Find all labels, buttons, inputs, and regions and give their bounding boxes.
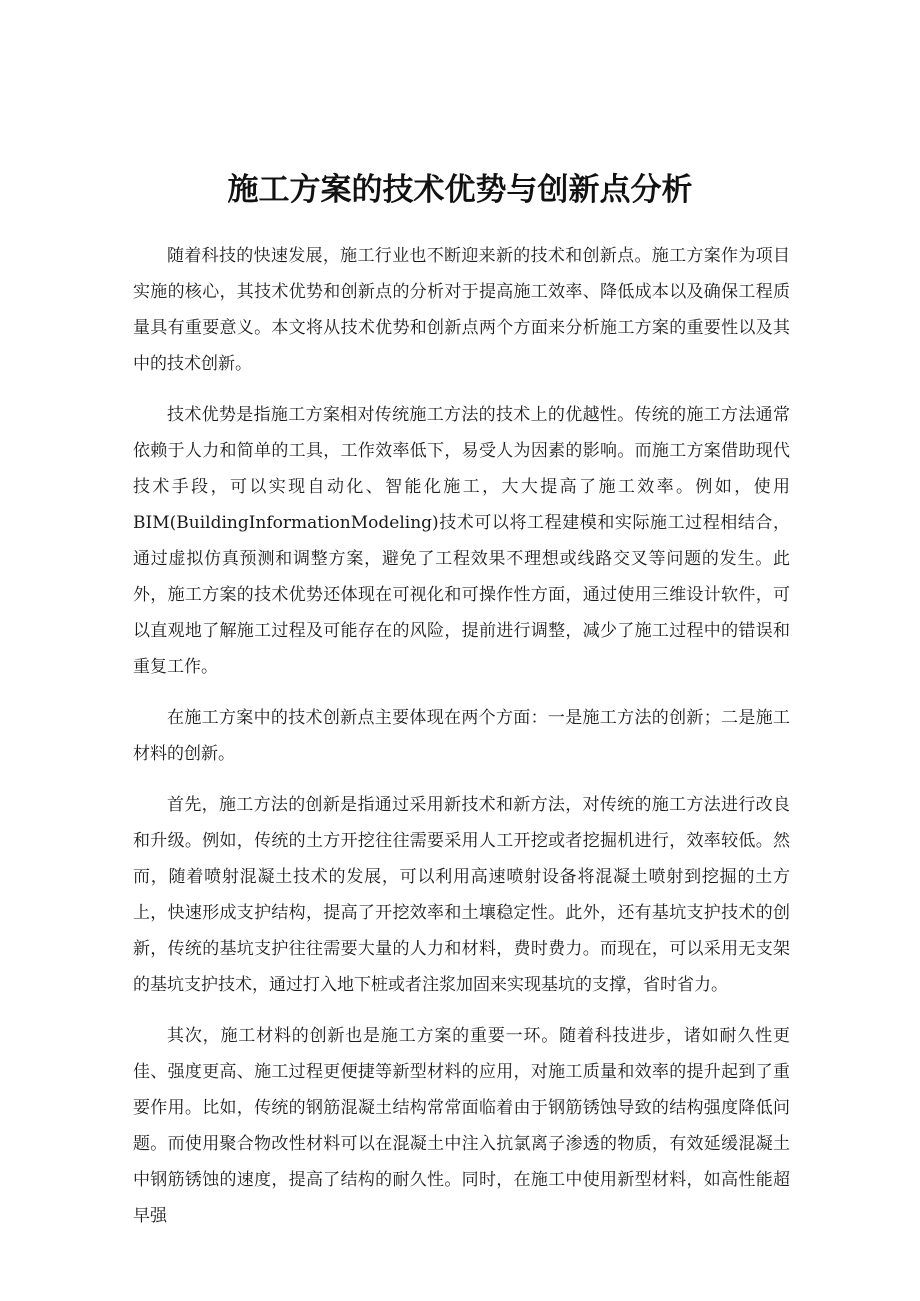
document-body (133, 238, 790, 1249)
paragraph-method-innovation: 首先，施工方法的创新是指通过采用新技术和新方法，对传统的施工方法进行改良和升级。例如，传统的土方开挖往往需要采用人工开挖或者挖掘机进行，效率较低。然而，随着喷射混凝土技术的发展，可以利用高速喷射设备将混凝土喷射到挖掘的土方上，快速形成支护结构，提高了开挖效率和土壤稳定性。此外，还有基坑支护技术的创新，传统的基坑支护往往需要大量的人力和材料，费时费力。而现在，可以采用无支架的基坑支护技术，通过打入地下桩或者注浆加固来实现基坑的支撑，省时省力。 (133, 795, 790, 995)
paragraph-material-innovation: 其次，施工材料的创新也是施工方案的重要一环。随着科技进步，诸如耐久性更佳、强度更高、施工过程更便捷等新型材料的应用，对施工质量和效率的提升起到了重要作用。比如，传统的钢筋混凝土结构常常面临着由于钢筋锈蚀导致的结构强度降低问题。而使用聚合物改性材料可以在混凝土中注入抗氯离子渗透的物质，有效延缓混凝土中钢筋锈蚀的速度，提高了结构的耐久性。同时，在施工中使用新型材料，如高性能超早强 (133, 1026, 790, 1226)
paragraph-technical-advantages: 技术优势是指施工方案相对传统施工方法的技术上的优越性。传统的施工方法通常依赖于人力和简单的工具，工作效率低下，易受人为因素的影响。而施工方案借助现代技术手段，可以实现自动化、智能化施工，大大提高了施工效率。例如，使用BIM(BuildingInformationModeling)技术可以将工程建模和实际施工过程相结合，通过虚拟仿真预测和调整方案，避免了工程效果不理想或线路交叉等问题的发生。此外，施工方案的技术优势还体现在可视化和可操作性方面，通过使用三维设计软件，可以直观地了解施工过程及可能存在的风险，提前进行调整，减少了施工过程中的错误和重复工作。 (133, 405, 790, 677)
paragraph-intro: 随着科技的快速发展，施工行业也不断迎来新的技术和创新点。施工方案作为项目实施的核心，其技术优势和创新点的分析对于提高施工效率、降低成本以及确保工程质量具有重要意义。本文将从技术优势和创新点两个方面来分析施工方案的重要性以及其中的技术创新。 (133, 246, 790, 374)
document-title: 施工方案的技术优势与创新点分析 (227, 172, 693, 208)
paragraph-innovation-points: 在施工方案中的技术创新点主要体现在两个方面：一是施工方法的创新；二是施工材料的创新。 (133, 708, 790, 764)
